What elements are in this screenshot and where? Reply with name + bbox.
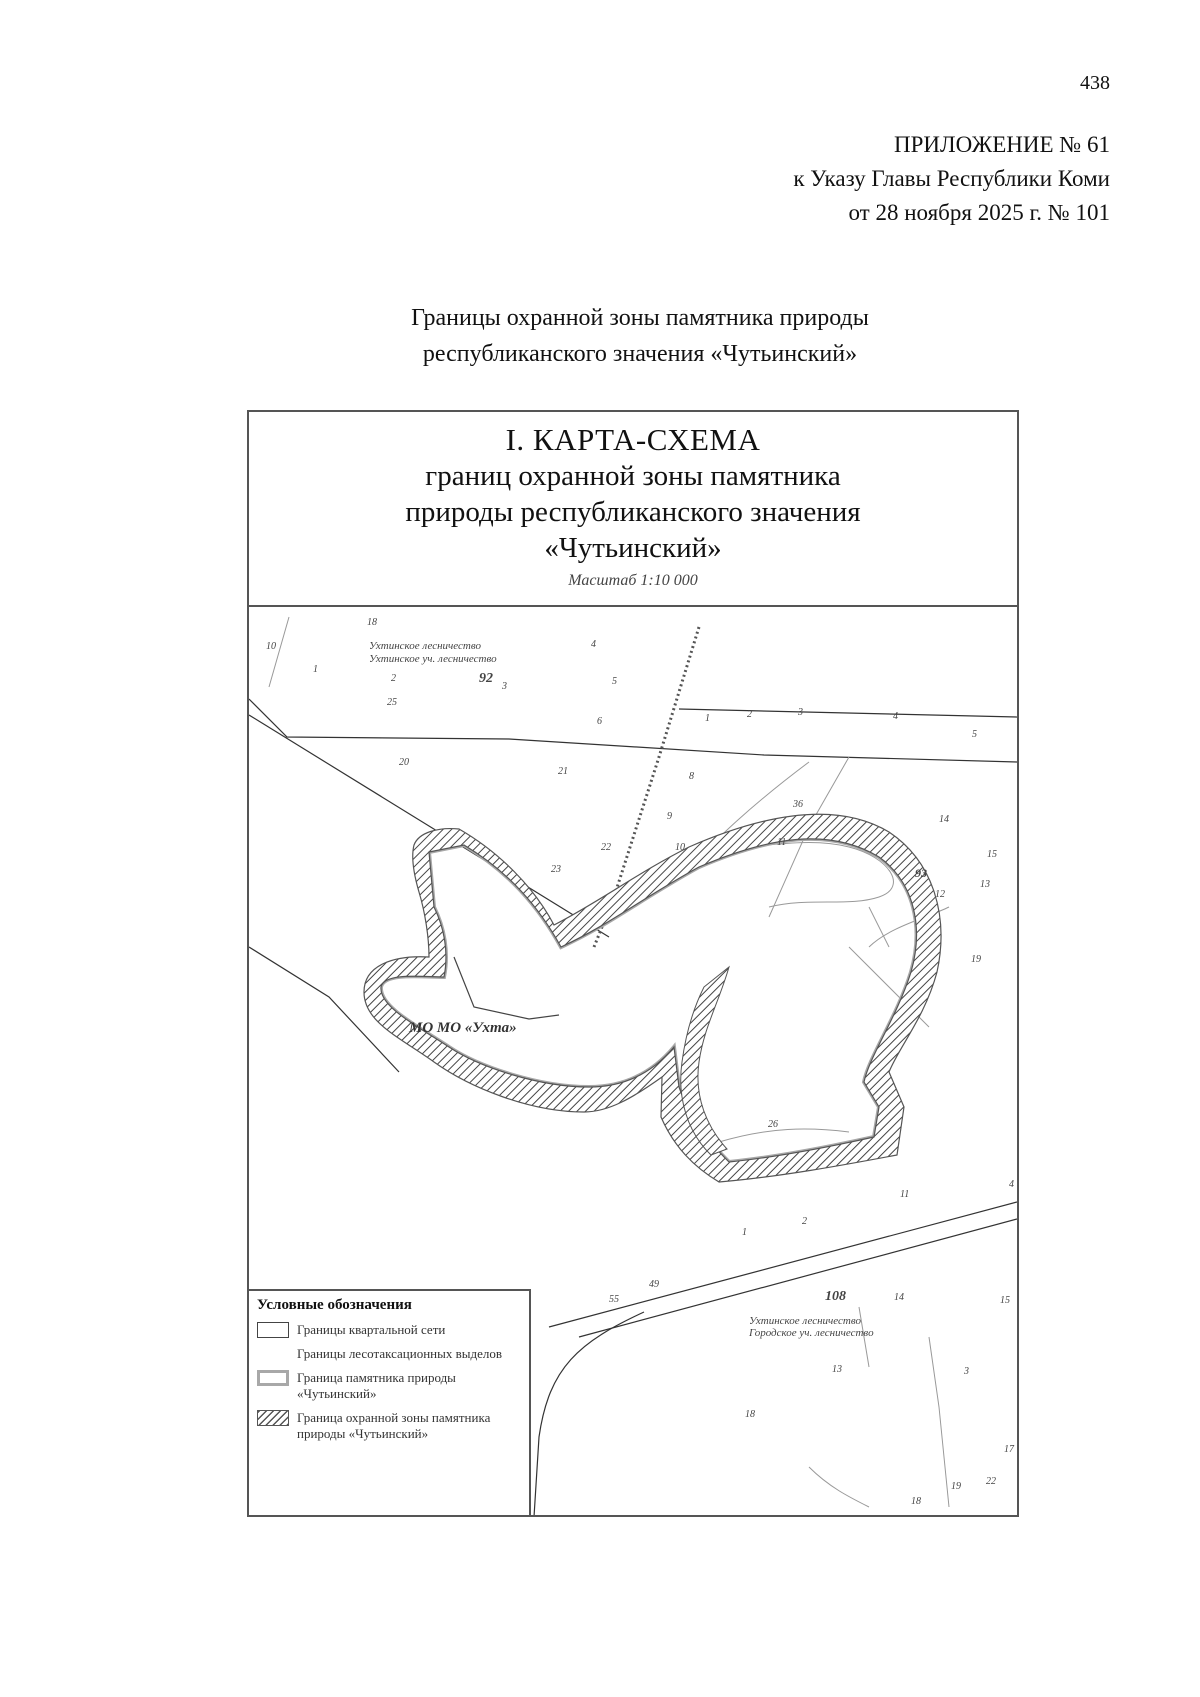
quarter-label: 92 <box>479 671 493 686</box>
annex-block <box>793 128 1110 230</box>
annex-reference: к Указу Главы Республики Коми <box>793 166 1110 191</box>
plot-label: 11 <box>777 837 787 848</box>
page-number: 438 <box>1080 72 1110 94</box>
map-scale: Масштаб 1:10 000 <box>568 572 698 589</box>
plot-label: 10 <box>675 842 685 853</box>
legend-item-label: Граница памятника природы «Чутьинский» <box>297 1370 456 1401</box>
plot-label: 14 <box>939 814 949 825</box>
document-title-line2: республиканского значения «Чутьинский» <box>422 341 858 367</box>
map-title: I. КАРТА-СХЕМА <box>505 422 761 457</box>
legend-item-label: Граница охранной зоны памятника природы «Чутьинский» <box>297 1410 491 1441</box>
legend-item-label: Границы квартальной сети <box>297 1322 446 1337</box>
plot-label: 21 <box>558 766 568 777</box>
plot-label: 3 <box>798 707 803 718</box>
plot-label: 2 <box>802 1216 807 1227</box>
plot-label: 26 <box>768 1119 778 1130</box>
map-subtitle-line1: границ охранной зоны памятника <box>425 460 841 492</box>
forestry-bottom-line2: Городское уч. лесничество <box>749 1327 874 1339</box>
legend-item <box>257 1346 521 1362</box>
plot-label: 5 <box>612 676 617 687</box>
map-frame <box>247 410 1019 1517</box>
plot-label: 20 <box>399 757 409 768</box>
plot-label: 23 <box>551 864 561 875</box>
plot-label: 2 <box>747 709 752 720</box>
plot-label: 5 <box>972 729 977 740</box>
plot-label: 17 <box>1004 1444 1014 1455</box>
plot-label: 18 <box>367 617 377 628</box>
plot-label: 4 <box>1009 1179 1014 1190</box>
buffer-zone <box>364 814 941 1182</box>
legend-swatch-taxation-subdivision <box>257 1346 289 1362</box>
quarter-boundary-lower <box>549 1202 1017 1327</box>
plot-label: 4 <box>591 639 596 650</box>
legend-title: Условные обозначения <box>257 1297 412 1313</box>
plot-label: 1 <box>742 1227 747 1238</box>
plot-label: 1 <box>705 713 710 724</box>
plot-label: 3 <box>502 681 507 692</box>
plot-label: 4 <box>893 711 898 722</box>
plot-label: 6 <box>597 716 602 727</box>
quarter-label: 108 <box>825 1289 846 1304</box>
plot-label: 15 <box>987 849 997 860</box>
plot-label: 19 <box>971 954 981 965</box>
map-legend <box>249 1289 531 1517</box>
annex-date: от 28 ноября 2025 г. № 101 <box>848 200 1110 225</box>
quarter-boundary-bottom-left <box>534 1312 644 1517</box>
plot-label: 1 <box>313 664 318 675</box>
plot-label: 25 <box>387 697 397 708</box>
plot-label: 15 <box>1000 1295 1010 1306</box>
quarter-boundary-upper <box>679 709 1017 717</box>
plot-label: 13 <box>980 879 990 890</box>
plot-label: 13 <box>832 1364 842 1375</box>
plot-label: 3 <box>964 1366 969 1377</box>
plot-label: 9 <box>667 811 672 822</box>
legend-swatch-quarter-grid <box>257 1322 289 1338</box>
quarter-label: 93 <box>915 866 927 880</box>
plot-label: 14 <box>894 1292 904 1303</box>
map-subtitle-line2: природы республиканского значения <box>405 496 861 528</box>
municipal-boundary-line <box>454 957 559 1019</box>
municipality-label: МО МО «Ухта» <box>409 1020 517 1036</box>
document-title <box>0 300 1200 372</box>
plot-label: 19 <box>951 1481 961 1492</box>
forestry-top-line1: Ухтинское лесничество <box>369 640 481 652</box>
legend-item <box>257 1322 521 1338</box>
map-subtitle-line3: «Чутьинский» <box>544 532 722 564</box>
quarter-boundary-top <box>249 699 1017 762</box>
plot-label: 8 <box>689 771 694 782</box>
plot-label: 18 <box>911 1496 921 1507</box>
plot-label: 22 <box>986 1476 996 1487</box>
legend-item <box>257 1410 521 1442</box>
legend-swatch-monument-boundary <box>257 1370 289 1386</box>
plot-label: 22 <box>601 842 611 853</box>
plot-label: 55 <box>609 1294 619 1305</box>
annex-number: ПРИЛОЖЕНИЕ № 61 <box>893 132 1110 157</box>
legend-swatch-buffer-zone <box>257 1410 289 1426</box>
document-title-line1: Границы охранной зоны памятника природы <box>411 305 869 331</box>
plot-label: 12 <box>935 889 945 900</box>
forestry-top-line2: Ухтинское уч. лесничество <box>369 653 497 665</box>
legend-item-label: Границы лесотаксационных выделов <box>297 1346 502 1361</box>
plot-label: 2 <box>391 673 396 684</box>
legend-item <box>257 1370 521 1402</box>
plot-label: 11 <box>900 1189 910 1200</box>
plot-label: 36 <box>793 799 803 810</box>
plot-label: 18 <box>745 1409 755 1420</box>
forestry-bottom-line1: Ухтинское лесничество <box>749 1315 861 1327</box>
map-header <box>249 412 1017 607</box>
plot-label: 10 <box>266 641 276 652</box>
plot-label: 49 <box>649 1279 659 1290</box>
